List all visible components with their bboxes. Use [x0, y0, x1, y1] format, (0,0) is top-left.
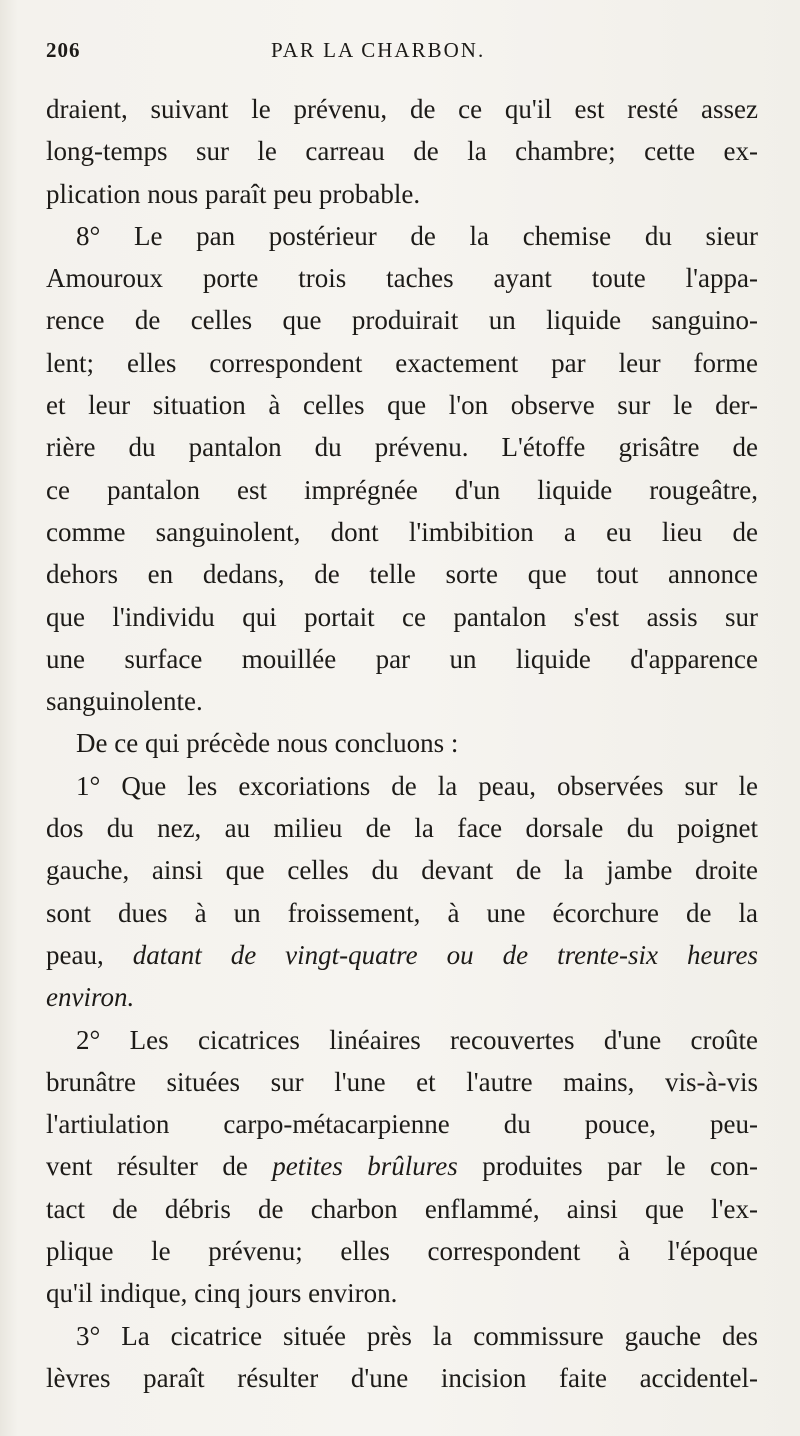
text-segment: draient, suivant le prévenu, de ce qu'il est resté assez: [46, 94, 758, 124]
text-line: [46, 384, 758, 426]
text-line: [46, 257, 758, 299]
text-line: [46, 553, 758, 595]
text-line: [46, 88, 758, 130]
text-line: [46, 1019, 758, 1061]
body-text: [46, 88, 758, 1399]
text-segment: qu'il indique, cinq jours environ.: [46, 1278, 398, 1309]
text-line: [46, 469, 758, 511]
text-line: [46, 680, 758, 722]
text-segment: peau,: [46, 939, 133, 970]
text-segment: brunâtre situées sur l'une et l'autre mains, vis-à-vis: [46, 1066, 758, 1097]
italic-text: environ.: [46, 982, 135, 1013]
text-line: [46, 1103, 758, 1145]
page-number: 206: [46, 38, 81, 62]
text-line: [46, 130, 758, 172]
text-line: [46, 849, 758, 891]
text-segment: gauche, ainsi que celles du devant de la jambe droite: [46, 855, 758, 886]
text-segment: dos du nez, au milieu de la face dorsale du poignet: [46, 813, 758, 844]
text-segment: sont dues à un froissement, à une écorchure de la: [46, 897, 758, 928]
text-segment: et leur situation à celles que l'on observe sur le der-: [46, 390, 758, 421]
text-line: [46, 426, 758, 468]
text-line: [46, 596, 758, 638]
text-segment: plication nous paraît peu probable.: [46, 178, 421, 209]
text-line: [46, 1315, 758, 1357]
text-line: [46, 1188, 758, 1230]
text-segment: vent résulter de: [46, 1151, 273, 1182]
text-line: [46, 638, 758, 680]
text-line: [46, 215, 758, 257]
text-line: [46, 1061, 758, 1103]
text-segment: l'artiulation carpo-métacarpienne du pouce, peu-: [46, 1109, 758, 1140]
text-segment: dehors en dedans, de telle sorte que tout annonce: [46, 559, 758, 590]
text-segment: sanguinolente.: [46, 686, 203, 717]
italic-text: petites brûlures: [272, 1151, 458, 1182]
text-segment: long-temps sur le carreau de la chambre; cette ex-: [46, 136, 758, 167]
text-segment: lèvres paraît résulter d'une incision faite accidentel-: [46, 1362, 758, 1393]
text-segment: tact de débris de charbon enflammé, ainsi que l'ex-: [46, 1193, 758, 1224]
text-segment: 3° La cicatrice située près la commissure gauche des: [76, 1320, 758, 1351]
text-segment: De ce qui précède nous concluons :: [76, 728, 459, 759]
text-line: [46, 1357, 758, 1399]
text-segment: une surface mouillée par un liquide d'apparence: [46, 643, 758, 674]
italic-text: datant de vingt-quatre ou de trente-six heures: [132, 939, 758, 970]
text-segment: 8° Le pan postérieur de la chemise du sieur: [76, 220, 758, 251]
running-title: PAR LA CHARBON.: [271, 38, 486, 62]
text-line: [46, 722, 758, 764]
text-line: [46, 807, 758, 849]
text-segment: rence de celles que produirait un liquide sanguino-: [46, 305, 758, 336]
text-line: [46, 934, 758, 976]
text-segment: 2° Les cicatrices linéaires recouvertes d'une croûte: [76, 1024, 758, 1055]
text-line: [46, 299, 758, 341]
page-header: [46, 38, 756, 88]
text-segment: rière du pantalon du prévenu. L'étoffe grisâtre de: [46, 432, 758, 463]
text-line: [46, 173, 758, 215]
text-line: [46, 765, 758, 807]
text-line: [46, 1230, 758, 1272]
text-segment: 1° Que les excoriations de la peau, observées sur le: [76, 770, 758, 801]
text-line: [46, 342, 758, 384]
text-segment: que l'individu qui portait ce pantalon s'est assis sur: [46, 601, 758, 632]
text-segment: produites par le con-: [457, 1151, 758, 1182]
text-segment: Amouroux porte trois taches ayant toute l'appa-: [46, 263, 758, 294]
text-segment: ce pantalon est imprégnée d'un liquide rougeâtre,: [46, 474, 758, 505]
text-segment: comme sanguinolent, dont l'imbibition a eu lieu de: [46, 516, 758, 547]
text-line: [46, 511, 758, 553]
text-line: [46, 1272, 758, 1314]
text-segment: plique le prévenu; elles correspondent à l'époque: [46, 1236, 758, 1267]
text-line: [46, 892, 758, 934]
text-segment: lent; elles correspondent exactement par leur forme: [46, 347, 758, 378]
text-line: [46, 1145, 758, 1187]
text-line: [46, 976, 758, 1018]
